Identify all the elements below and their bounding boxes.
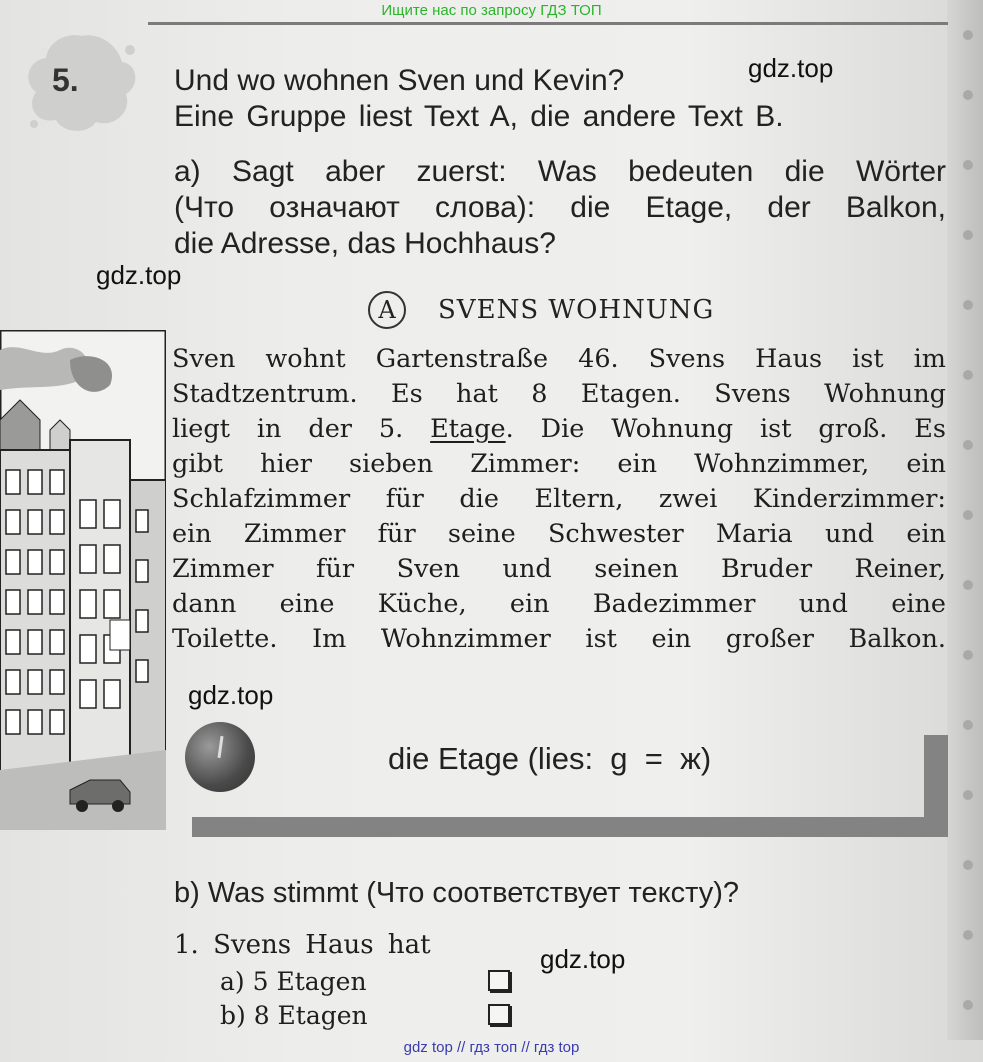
binding-dot — [963, 650, 973, 660]
watermark: gdz.top — [96, 260, 182, 290]
text-line: gibt hier sieben Zimmer: ein Wohnzimmer, ein — [172, 449, 946, 479]
binding-dot — [963, 440, 973, 450]
binding-dot — [963, 860, 973, 870]
text-line: Sven wohnt Gartenstraße 46. Svens Haus ist im — [172, 344, 946, 374]
note-bar — [192, 817, 948, 837]
page-edge — [947, 0, 983, 1040]
watermark: gdz.top — [748, 53, 834, 83]
part-a-line-3: die Adresse, das Hochhaus? — [174, 227, 556, 260]
binding-dot — [963, 720, 973, 730]
text-line: Schlafzimmer für die Eltern, zwei Kinderzimmer: — [172, 484, 946, 514]
binding-dot — [963, 930, 973, 940]
binding-dot — [963, 230, 973, 240]
binding-dot — [963, 580, 973, 590]
top-rule — [148, 22, 948, 25]
task-number: 5. — [52, 62, 79, 98]
watermark: gdz.top — [188, 680, 274, 710]
option-a-checkbox[interactable] — [488, 970, 510, 991]
text-line: liegt in der 5. Etage. Die Wohnung ist groß. Es — [172, 414, 946, 444]
top-banner-link[interactable]: Ищите нас по запросу ГДЗ ТОП — [381, 2, 602, 19]
text-line: Toilette. Im Wohnzimmer ist ein großer Balkon. — [172, 624, 946, 654]
note-bar — [924, 735, 948, 837]
intro-line-2: Eine Gruppe liest Text A, die andere Text B. — [174, 100, 784, 133]
text-line: Zimmer für Sven und seinen Bruder Reiner, — [172, 554, 946, 584]
part-b: b) Was stimmt (Что соответствует тексту)? — [174, 877, 740, 909]
underlined-word: Etage — [430, 414, 506, 444]
bottom-banner-link[interactable]: gdz top // гдз топ // гдз top — [403, 1039, 580, 1056]
city-illustration — [0, 330, 166, 830]
note-text: die Etage (lies: g = ж) — [388, 741, 712, 776]
watermark: gdz.top — [540, 944, 626, 974]
option-a: a) 5 Etagen — [220, 967, 367, 996]
text-line: ein Zimmer für seine Schwester Maria und ein — [172, 519, 946, 549]
text-line: Stadtzentrum. Es hat 8 Etagen. Svens Wohnung — [172, 379, 946, 409]
option-b: b) 8 Etagen — [220, 1001, 368, 1030]
clock-badge-icon — [185, 722, 255, 792]
part-a-line-1: a) Sagt aber zuerst: Was bedeuten die Wörter — [174, 155, 946, 188]
text-heading — [368, 290, 714, 330]
intro-line-1: Und wo wohnen Sven und Kevin? — [174, 64, 625, 97]
binding-dot — [963, 1000, 973, 1010]
question-1: 1. Svens Haus hat — [174, 930, 431, 960]
text-letter-circle: A — [368, 291, 406, 329]
text-line: dann eine Küche, ein Badezimmer und eine — [172, 589, 946, 619]
binding-dot — [963, 790, 973, 800]
text-title: SVENS WOHNUNG — [438, 295, 715, 325]
binding-dot — [963, 160, 973, 170]
binding-dot — [963, 370, 973, 380]
binding-dot — [963, 90, 973, 100]
binding-dot — [963, 510, 973, 520]
binding-dot — [963, 300, 973, 310]
binding-dot — [963, 30, 973, 40]
ink-splash-icon — [22, 28, 142, 138]
part-a-line-2: (Что означают слова): die Etage, der Balkon, — [174, 191, 946, 224]
option-b-checkbox[interactable] — [488, 1004, 510, 1025]
